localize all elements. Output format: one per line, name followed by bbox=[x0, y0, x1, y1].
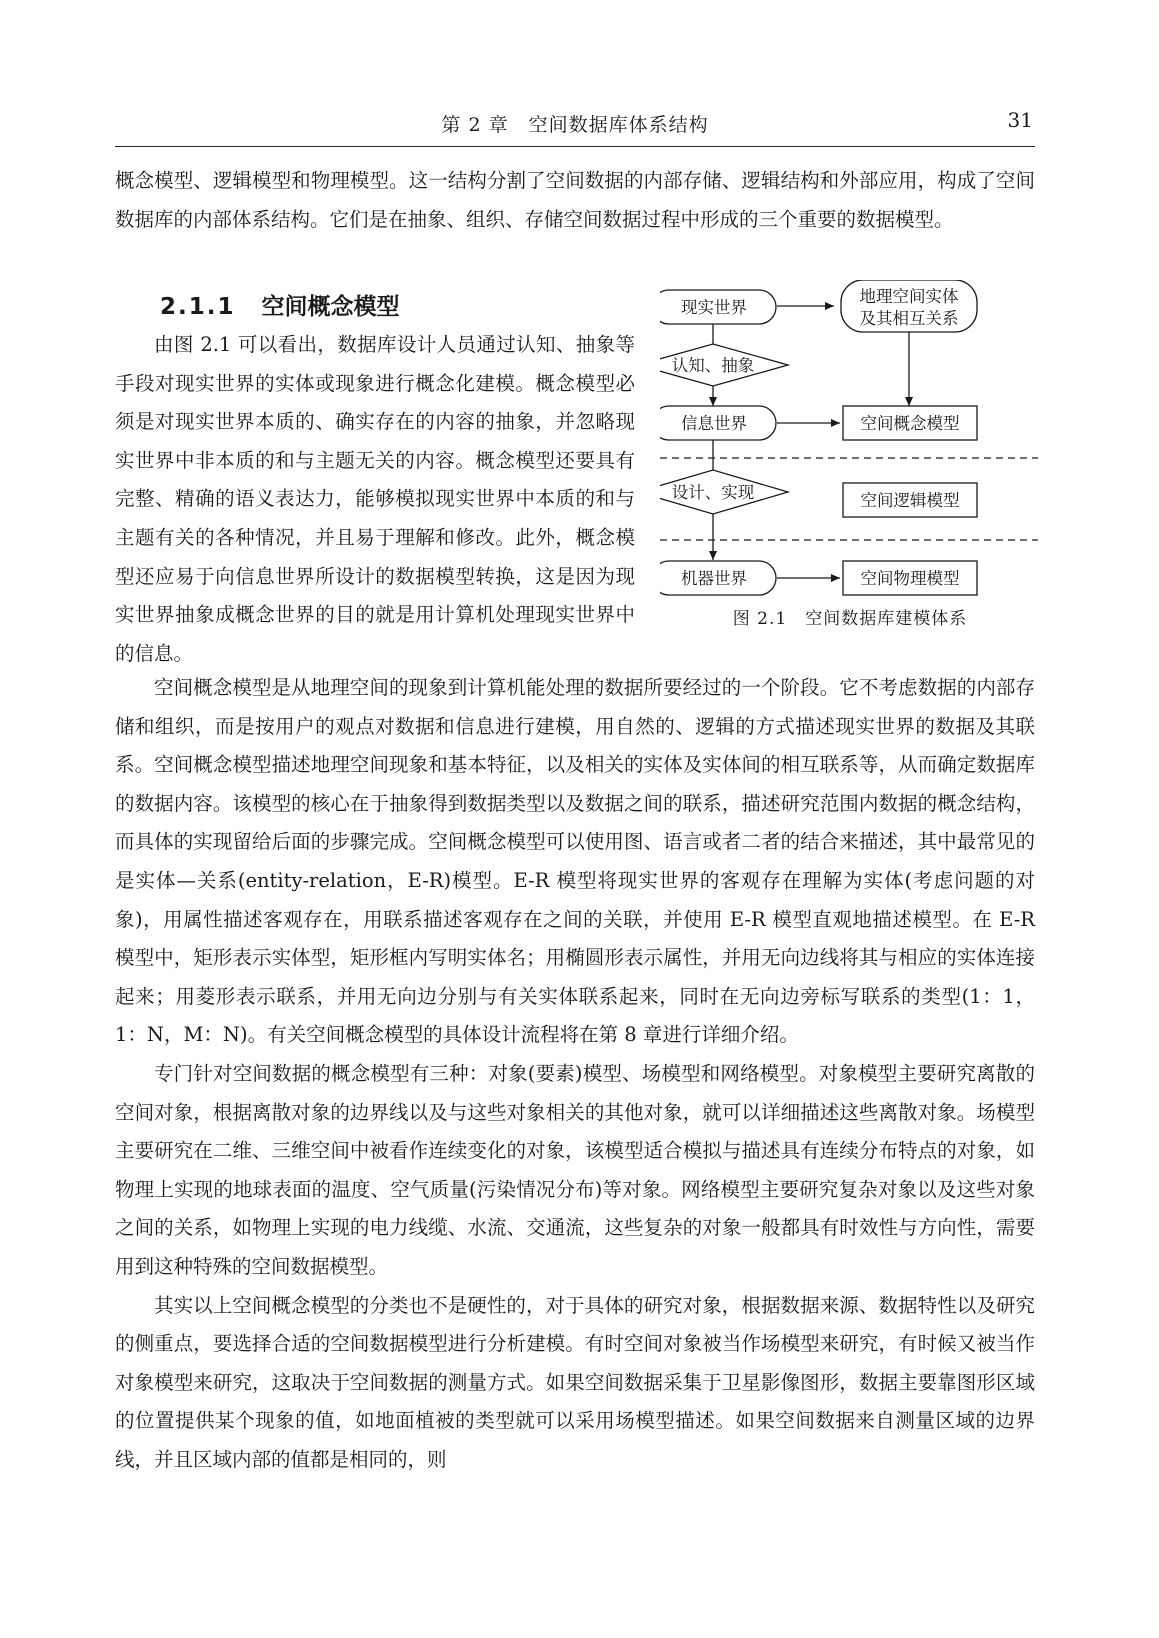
section-heading bbox=[160, 288, 400, 321]
paragraph-figure-intro: 由图 2.1 可以看出，数据库设计人员通过认知、抽象等手段对现实世界的实体或现象进行概念化建模。概念模型必须是对现实世界本质的、确实存在的内容的抽象，并忽略现实世界中非本质的和与主题无关的内容。概念模型还要具有完整、精确的语义表达力，能够模拟现实世界中本质的和与主题有关的各种情况，并且易于理解和修改。此外，概念模型还应易于向信息世界所设计的数据模型转换，这是因为现实世界抽象成概念世界的目的就是用计算机处理现实世界中的信息。 bbox=[115, 333, 635, 665]
paragraph-three-models: 专门针对空间数据的概念模型有三种：对象(要素)模型、场模型和网络模型。对象模型主要研究离散的空间对象，根据离散对象的边界线以及与这些对象相关的其他对象，就可以详细描述这些离散对象。场模型主要研究在二维、三维空间中被看作连续变化的对象，该模型适合模拟与描述具有连续分布特点的对象，如物理上实现的地球表面的温度、空气质量(污染情况分布)等对象。网络模型主要研究复杂对象以及这些对象之间的关系，如物理上实现的电力线缆、水流、交通流，这些复杂的对象一般都具有时效性与方向性，需要用到这种特殊的空间数据模型。 bbox=[115, 1061, 1035, 1278]
modeling-diagram bbox=[660, 280, 1040, 600]
node-physical-model-label: 空间物理模型 bbox=[860, 569, 960, 588]
section-number: 2.1.1 bbox=[160, 294, 236, 320]
node-geo-entity-label-line1: 地理空间实体 bbox=[859, 287, 959, 306]
node-logical-model-label: 空间逻辑模型 bbox=[860, 491, 960, 510]
header-rule bbox=[115, 146, 1035, 147]
intro-paragraph: 概念模型、逻辑模型和物理模型。这一结构分割了空间数据的内部存储、逻辑结构和外部应用，构成了空间数据库的内部体系结构。它们是在抽象、组织、存储空间数据过程中形成的三个重要的数据模型。 bbox=[115, 169, 1035, 231]
node-design-label: 设计、实现 bbox=[671, 483, 755, 502]
node-geo-entity-label-line2: 及其相互关系 bbox=[859, 309, 959, 328]
page-number: 31 bbox=[1007, 108, 1033, 132]
figure-caption-number: 图 2.1 bbox=[732, 609, 788, 629]
section-title: 空间概念模型 bbox=[261, 294, 400, 320]
node-info-world-label: 信息世界 bbox=[681, 414, 747, 433]
figure-2-1 bbox=[660, 280, 1040, 660]
node-conceptual-model-label: 空间概念模型 bbox=[860, 414, 960, 433]
paragraph-conceptual-model: 空间概念模型是从地理空间的现象到计算机能处理的数据所要经过的一个阶段。它不考虑数据的内部存储和组织，而是按用户的观点对数据和信息进行建模，用自然的、逻辑的方式描述现实世界的数据及其联系。空间概念模型描述地理空间现象和基本特征，以及相关的实体及实体间的相互联系等，从而确定数据库的数据内容。该模型的核心在于抽象得到数据类型以及数据之间的联系，描述研究范围内数据的概念结构，而具体的实现留给后面的步骤完成。空间概念模型可以使用图、语言或者二者的结合来描述，其中最常见的是实体—关系(entity-relation，E-R)模型。E-R 模型将现实世界的客观存在理解为实体(考虑问题的对象)，用属性描述客观存在，用联系描述客观存在之间的关联，并使用 E-R 模型直观地描述模型。在 E-R 模型中，矩形表示实体型，矩形框内写明实体名；用椭圆形表示属性，并用无向边线将其与相应的实体连接起来；用菱形表示联系，并用无向边分别与有关实体联系起来，同时在无向边旁标写联系的类型(1：1，1：N，M：N)。有关空间概念模型的具体设计流程将在第 8 章进行详细介绍。 bbox=[115, 676, 1035, 1047]
node-machine-world-label: 机器世界 bbox=[681, 569, 747, 588]
figure-caption bbox=[660, 604, 1040, 629]
body-paragraphs bbox=[115, 669, 1035, 1479]
running-header bbox=[115, 104, 1035, 138]
node-real-world-label: 现实世界 bbox=[681, 298, 747, 317]
node-cognition-label: 认知、抽象 bbox=[671, 356, 755, 375]
figure-caption-text: 空间数据库建模体系 bbox=[805, 609, 968, 629]
chapter-title: 第 2 章 空间数据库体系结构 bbox=[441, 114, 709, 136]
paragraph-classification: 其实以上空间概念模型的分类也不是硬性的，对于具体的研究对象，根据数据来源、数据特性以及研究的侧重点，要选择合适的空间数据模型进行分析建模。有时空间对象被当作场模型来研究，有时候又被当作对象模型来研究，这取决于空间数据的测量方式。如果空间数据采集于卫星影像图形，数据主要靠图形区域的位置提供某个现象的值，如地面植被的类型就可以采用场模型描述。如果空间数据来自测量区域的边界线，并且区域内部的值都是相同的，则 bbox=[115, 1293, 1035, 1471]
